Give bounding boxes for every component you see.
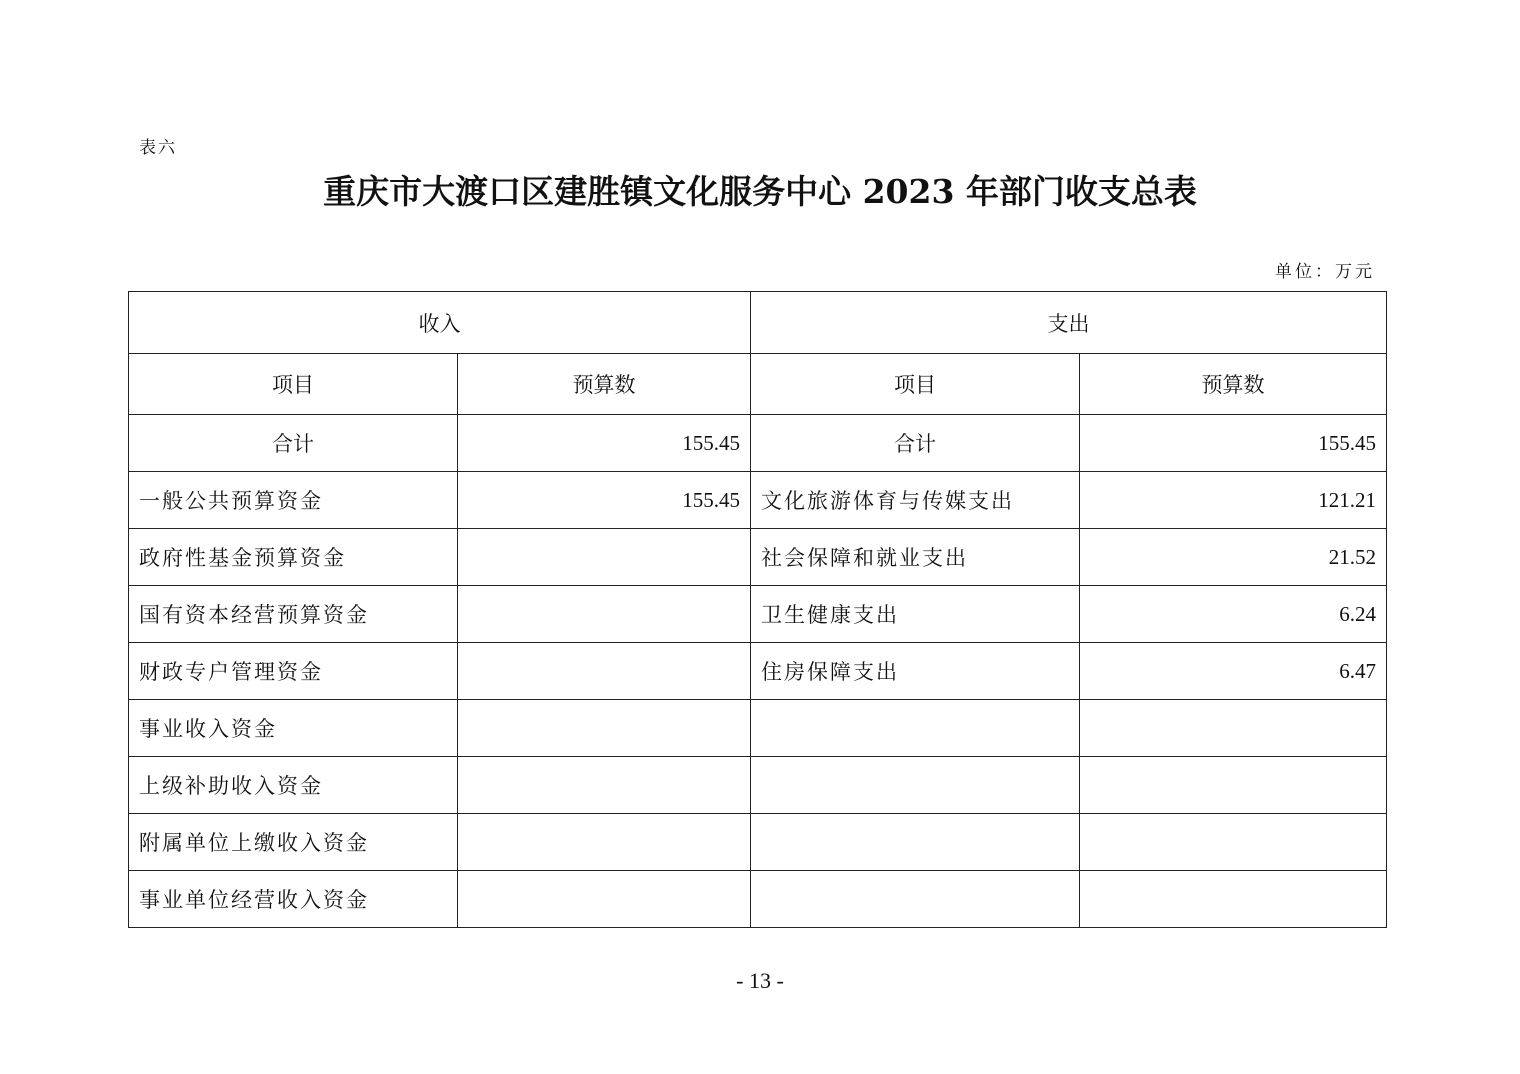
table-row [129,700,1387,757]
expense-item [751,871,1080,928]
income-value [458,643,751,700]
table-row [129,871,1387,928]
expense-item [751,757,1080,814]
income-header: 收入 [129,292,751,354]
expense-item-column-header: 项目 [751,354,1080,415]
table-row [129,529,1387,586]
income-item: 财政专户管理资金 [129,643,458,700]
column-header-row [129,354,1387,415]
table-row [129,472,1387,529]
total-row [129,415,1387,472]
income-value [458,586,751,643]
section-header-row [129,292,1387,354]
income-item: 事业单位经营收入资金 [129,871,458,928]
expense-value [1080,757,1387,814]
budget-summary-table [128,291,1387,928]
expense-value [1080,814,1387,871]
income-item: 上级补助收入资金 [129,757,458,814]
table-row [129,814,1387,871]
expense-value [1080,700,1387,757]
document-title: 重庆市大渡口区建胜镇文化服务中心 2023 年部门收支总表 [323,172,1197,211]
table-row [129,643,1387,700]
income-value [458,529,751,586]
income-item-column-header: 项目 [129,354,458,415]
income-value [458,700,751,757]
expense-value [1080,871,1387,928]
unit-note: 单位：万元 [1275,262,1375,282]
table-row [129,757,1387,814]
expense-value: 21.52 [1080,529,1387,586]
table-label: 表六 [139,138,177,158]
expense-value: 121.21 [1080,472,1387,529]
expense-item: 住房保障支出 [751,643,1080,700]
table-row [129,586,1387,643]
income-total-label: 合计 [129,415,458,472]
income-value [458,871,751,928]
income-item: 附属单位上缴收入资金 [129,814,458,871]
expense-item: 卫生健康支出 [751,586,1080,643]
expense-item: 社会保障和就业支出 [751,529,1080,586]
income-item: 事业收入资金 [129,700,458,757]
income-budget-column-header: 预算数 [458,354,751,415]
expense-total-value: 155.45 [1080,415,1387,472]
expense-total-label: 合计 [751,415,1080,472]
income-item: 国有资本经营预算资金 [129,586,458,643]
income-value [458,757,751,814]
expense-item [751,700,1080,757]
income-total-value: 155.45 [458,415,751,472]
income-value [458,814,751,871]
expense-value: 6.47 [1080,643,1387,700]
expense-header: 支出 [751,292,1387,354]
expense-item: 文化旅游体育与传媒支出 [751,472,1080,529]
expense-value: 6.24 [1080,586,1387,643]
income-item: 政府性基金预算资金 [129,529,458,586]
expense-budget-column-header: 预算数 [1080,354,1387,415]
income-item: 一般公共预算资金 [129,472,458,529]
page-number: - 13 - [736,968,784,993]
income-value: 155.45 [458,472,751,529]
expense-item [751,814,1080,871]
